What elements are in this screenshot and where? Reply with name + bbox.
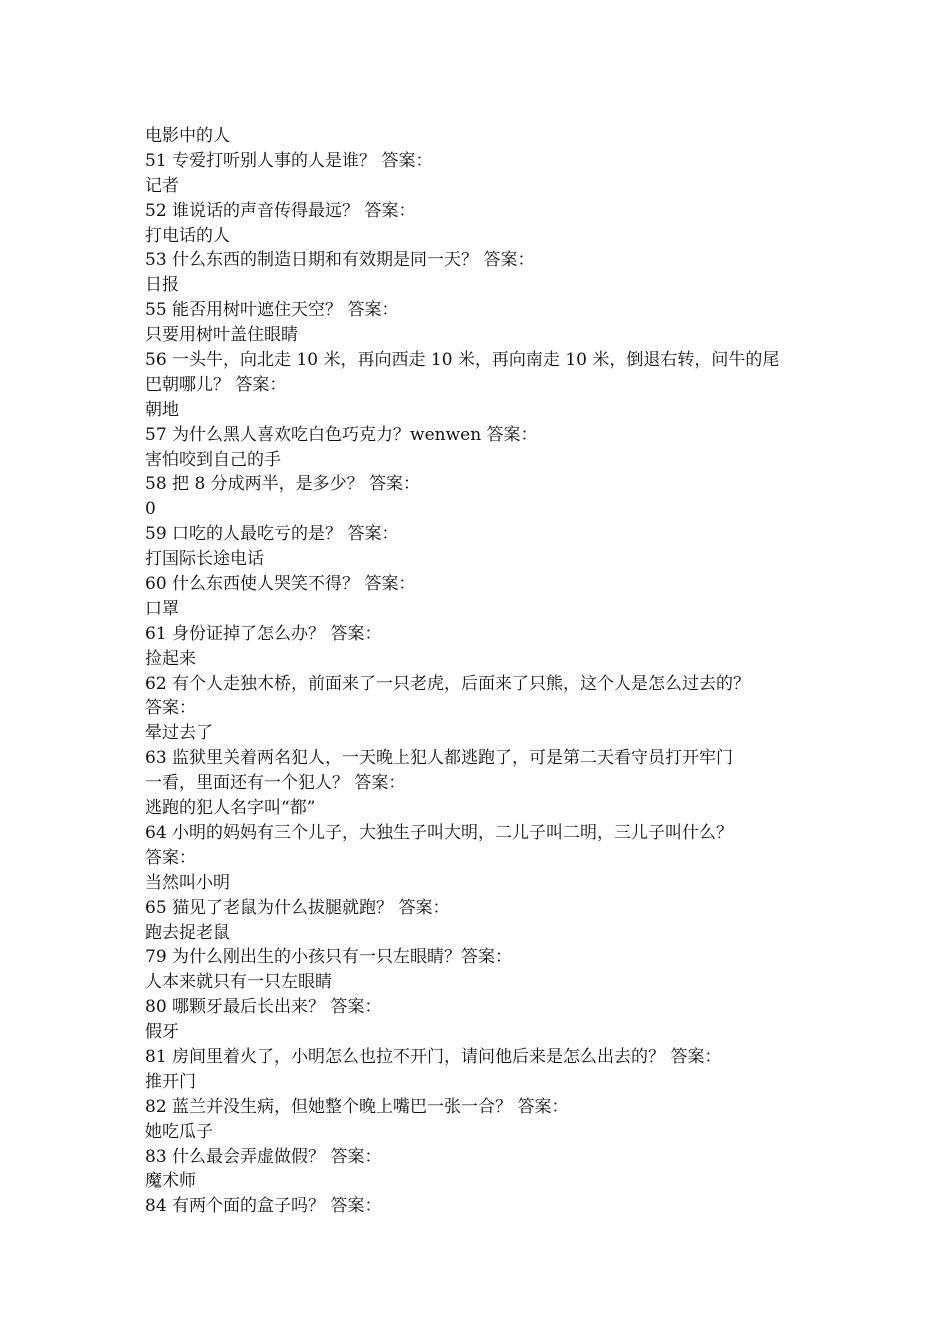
- text-line: 假牙: [145, 1022, 179, 1043]
- text-line: 64 小明的妈妈有三个儿子，大独生子叫大明，二儿子叫二明，三儿子叫什么？: [145, 822, 734, 843]
- text-line: 推开门: [145, 1071, 196, 1092]
- text-line: 电影中的人: [145, 126, 230, 146]
- text-line: 巴朝哪儿？ 答案：: [145, 374, 287, 395]
- text-line: 63 监狱里关着两名犯人，一天晚上犯人都逃跑了，可是第二天看守员打开牢门: [145, 748, 734, 769]
- text-line: 57 为什么黑人喜欢吃白色巧克力？wenwen 答案：: [145, 424, 538, 445]
- text-line: 答案：: [145, 698, 196, 719]
- text-line: 跑去捉老鼠: [145, 922, 230, 943]
- text-line: 60 什么东西使人哭笑不得？ 答案：: [145, 574, 416, 595]
- text-line: 晕过去了: [145, 723, 213, 744]
- text-line: 51 专爱打听别人事的人是谁？ 答案：: [145, 150, 433, 171]
- text-line: 55 能否用树叶遮住天空？ 答案：: [145, 300, 399, 321]
- text-line: 记者: [145, 175, 179, 196]
- text-line: 52 谁说话的声音传得最远？ 答案：: [145, 200, 416, 221]
- text-line: 日报: [145, 275, 179, 296]
- text-line: 58 把 8 分成两半，是多少？ 答案：: [145, 474, 421, 495]
- text-line: 81 房间里着火了，小明怎么也拉不开门，请问他后来是怎么出去的？ 答案：: [145, 1046, 722, 1067]
- text-line: 一看，里面还有一个犯人？ 答案：: [145, 773, 406, 794]
- text-line: 53 什么东西的制造日期和有效期是同一天？ 答案：: [145, 250, 535, 271]
- text-line: 79 为什么刚出生的小孩只有一只左眼睛？答案：: [145, 947, 513, 968]
- text-line: 80 哪颗牙最后长出来？ 答案：: [145, 997, 382, 1018]
- text-line: 当然叫小明: [145, 872, 230, 893]
- text-line: 82 蓝兰并没生病，但她整个晚上嘴巴一张一合？ 答案：: [145, 1096, 569, 1117]
- text-line: 答案：: [145, 847, 196, 868]
- text-line: 62 有个人走独木桥，前面来了一只老虎，后面来了只熊，这个人是怎么过去的？: [145, 673, 751, 694]
- text-line: 魔术师: [145, 1171, 196, 1192]
- text-line: 61 身份证掉了怎么办？ 答案：: [145, 623, 382, 644]
- text-line: 59 口吃的人最吃亏的是？ 答案：: [145, 524, 399, 545]
- text-line: 65 猫见了老鼠为什么拔腿就跑？ 答案：: [145, 897, 450, 918]
- text-line: 56 一头牛，向北走 10 米，再向西走 10 米，再向南走 10 米，倒退右转，问牛的尾: [145, 350, 780, 371]
- text-line: 逃跑的犯人名字叫“都”: [145, 798, 316, 819]
- text-line: 捡起来: [145, 648, 196, 669]
- text-line: 0: [145, 499, 156, 520]
- text-line: 害怕咬到自己的手: [145, 449, 281, 470]
- document-body: [145, 124, 815, 1219]
- text-line: 她吃瓜子: [145, 1121, 213, 1142]
- text-line: 打国际长途电话: [145, 549, 264, 570]
- text-line: 口罩: [145, 598, 179, 619]
- text-line: 只要用树叶盖住眼睛: [145, 325, 298, 346]
- text-line: 朝地: [145, 399, 179, 420]
- text-line: 84 有两个面的盒子吗？ 答案：: [145, 1196, 382, 1217]
- text-line: 打电话的人: [145, 225, 230, 246]
- text-line: 83 什么最会弄虚做假？ 答案：: [145, 1146, 382, 1167]
- text-line: 人本来就只有一只左眼睛: [145, 972, 332, 993]
